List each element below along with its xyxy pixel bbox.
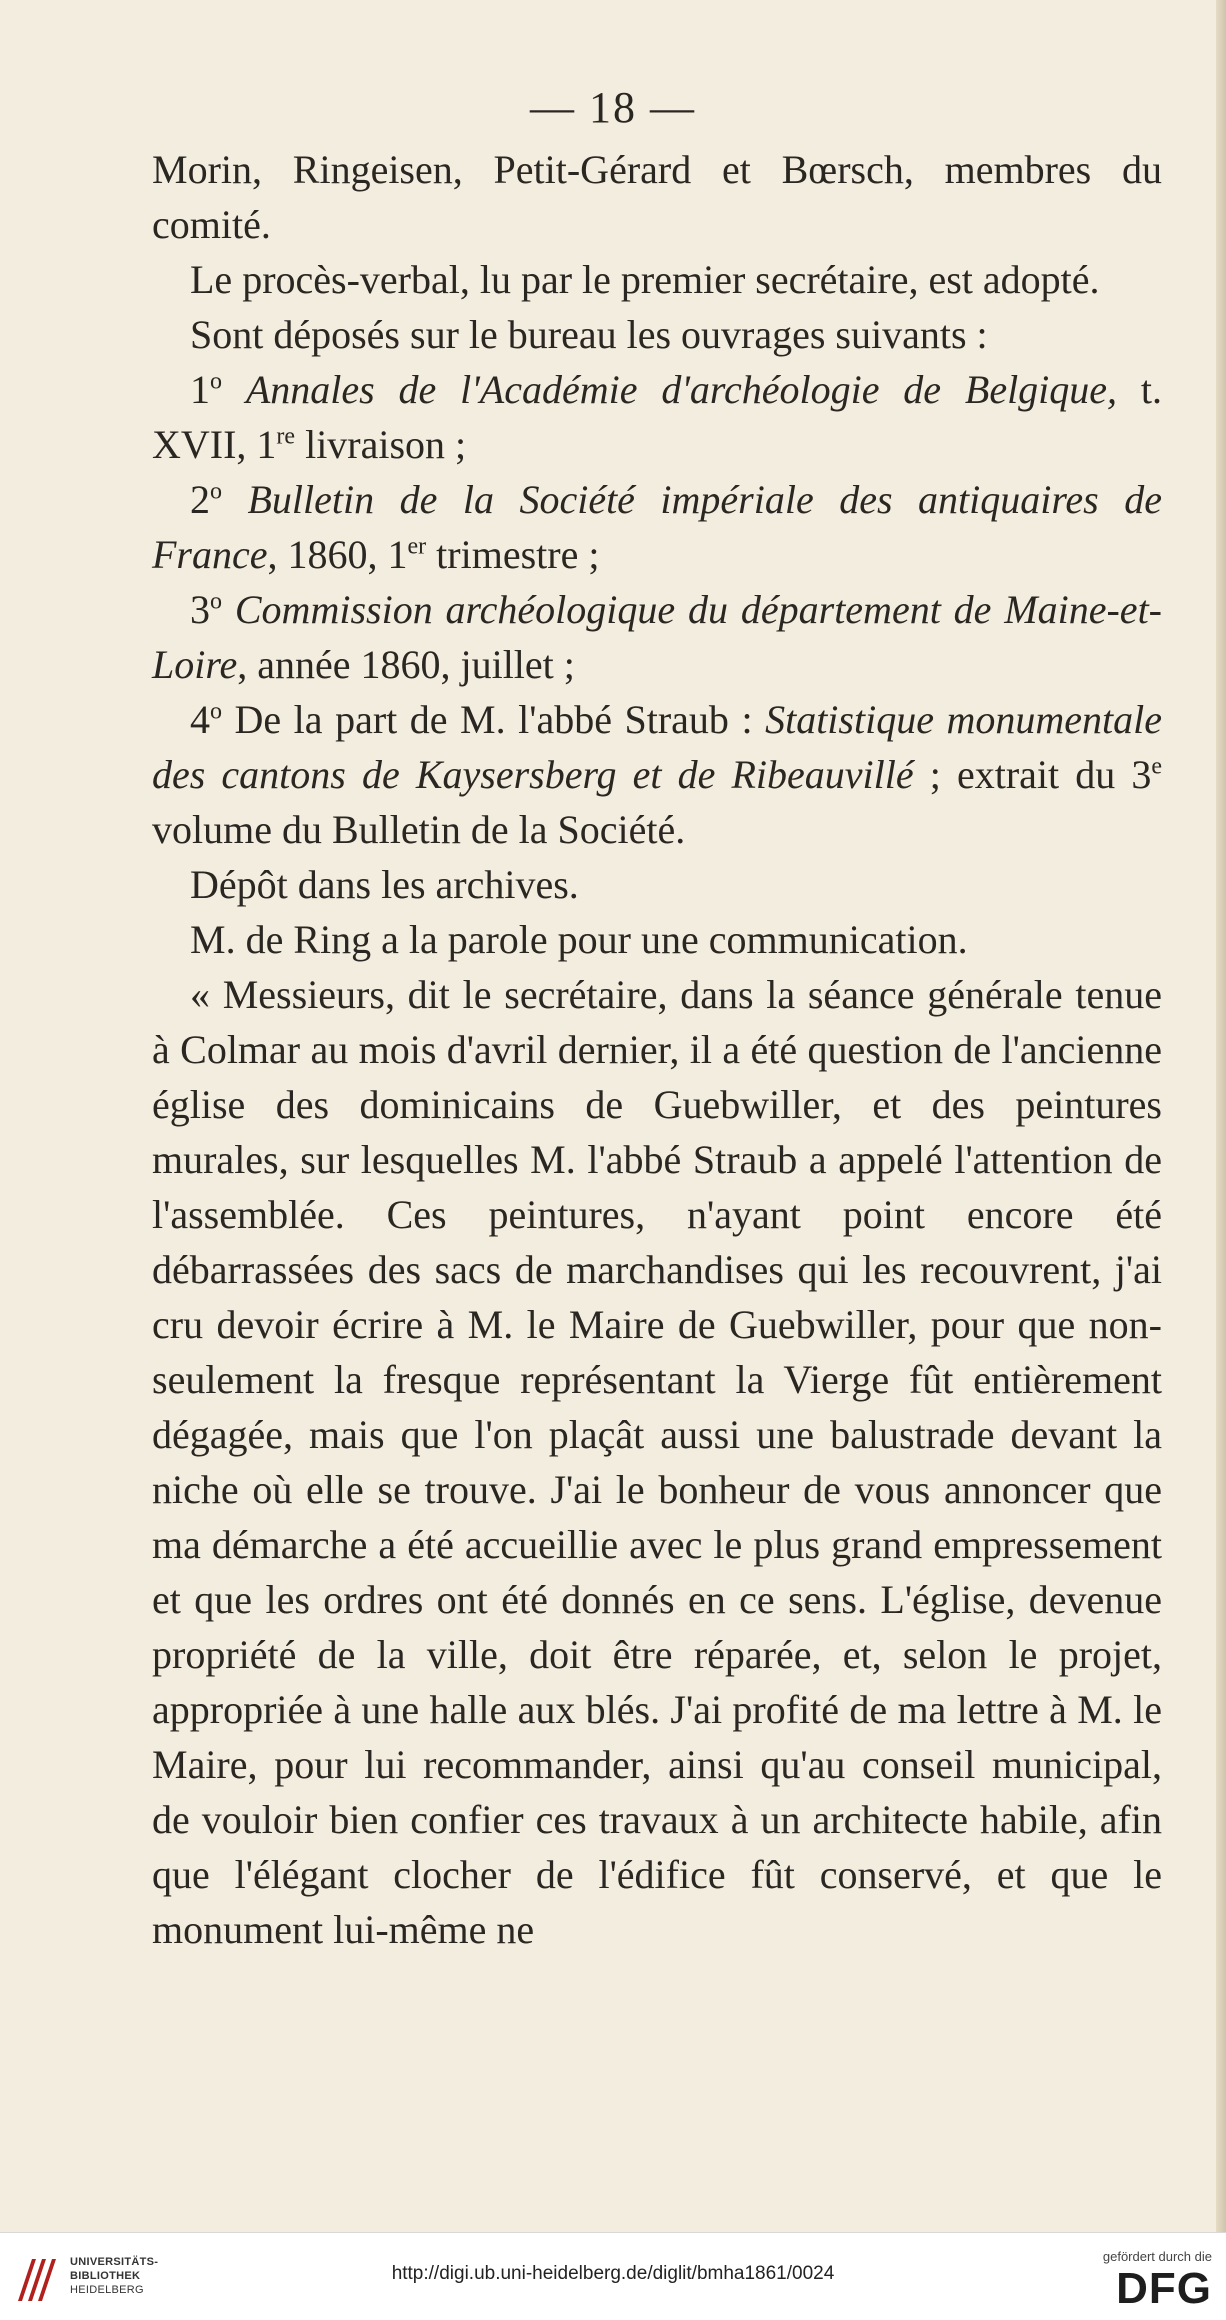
page-edge	[1216, 0, 1226, 2232]
footer-bar	[0, 2232, 1226, 2320]
paragraph-archives: Dépôt dans les archives.	[190, 862, 579, 907]
item-rest: ; extrait du 3	[913, 752, 1152, 797]
document-body	[152, 142, 1162, 1957]
item-degree: o	[210, 698, 222, 725]
item-rest: t. XVII, 1	[152, 367, 1163, 467]
paragraph-secretary-speech: « Messieurs, dit le secrétaire, dans la séance générale tenue à Colmar au mois d'avril dernier, il a été question de l'ancienne église des dominicains de Guebwiller, et des peintures murales, sur lesquelles M. l'abbé Straub a appelé l'attention de l'assemblée. Ces peintures, n'ayant point encore été débarrassées des sacs de marchandises qui les recouvrent, j'ai cru devoir écrire à M. le Maire de Guebwiller, pour que non-seulement la fresque représentant la Vierge fût entièrement dégagée, mais que l'on plaçât aussi une balustrade devant la niche où elle se trouve. J'ai le bonheur de vous annoncer que ma démarche a été accueillie avec le plus grand empressement et que les ordres ont été donnés en ce sens. L'église, devenue propriété de la ville, doit être réparée, et, selon le projet, appropriée à une halle aux blés. J'ai profité de ma lettre à M. le Maire, pour lui recommander, ainsi qu'au conseil municipal, de vouloir bien confier ces travaux à un architecte habile, afin que l'élégant clocher de l'édifice fût conservé, et que le monument lui-même ne	[152, 972, 1162, 1952]
permalink-url[interactable]: http://digi.ub.uni-heidelberg.de/diglit/bmha1861/0024	[391, 2263, 835, 2284]
item-degree: o	[210, 478, 222, 505]
item-superscript: e	[1151, 753, 1163, 780]
item-number: 4	[190, 697, 210, 742]
item-degree: o	[210, 588, 222, 615]
item-title: Statistique monumentale des cantons de Kaysersberg et de Ribeauvillé	[152, 697, 1162, 797]
item-number: 3	[190, 587, 210, 632]
item-lead: De la part de M. l'abbé Straub :	[222, 697, 766, 742]
dfg-logo: DFG	[1116, 2264, 1212, 2313]
item-title: Bulletin de la Société impériale des antiquaires de France	[152, 477, 1162, 577]
page-number: — 18 —	[530, 83, 696, 132]
item-degree: o	[210, 368, 222, 395]
item-rest: , année 1860, juillet ;	[237, 642, 575, 687]
item-rest: trimestre ;	[426, 532, 600, 577]
list-item-commission	[152, 582, 1162, 692]
list-item-annales	[152, 362, 1162, 472]
paragraph-committee: Morin, Ringeisen, Petit-Gérard et Bœrsch, membres du comité.	[152, 147, 1162, 247]
paragraph-minutes: Le procès-verbal, lu par le premier secrétaire, est adopté.	[190, 257, 1100, 302]
funded-by-label: gefördert durch die	[1102, 2249, 1212, 2264]
item-rest: volume du Bulletin de la Société.	[152, 807, 686, 852]
library-name: UNIVERSITÄTS- BIBLIOTHEK HEIDELBERG	[70, 2256, 159, 2296]
list-item-statistique	[152, 692, 1162, 857]
item-rest: livraison ;	[295, 422, 467, 467]
item-title: Annales de l'Académie d'archéologie de Belgique,	[245, 367, 1118, 412]
item-superscript: er	[407, 533, 427, 560]
item-superscript: re	[276, 423, 296, 450]
item-title: Commission archéologique du département de Maine-et-Loire	[152, 587, 1162, 687]
paragraph-communication: M. de Ring a la parole pour une communication.	[190, 917, 968, 962]
list-item-bulletin	[152, 472, 1162, 582]
item-number: 1	[190, 367, 210, 412]
item-number: 2	[190, 477, 210, 522]
item-rest: , 1860, 1	[267, 532, 408, 577]
paragraph-deposited: Sont déposés sur le bureau les ouvrages suivants :	[190, 312, 988, 357]
